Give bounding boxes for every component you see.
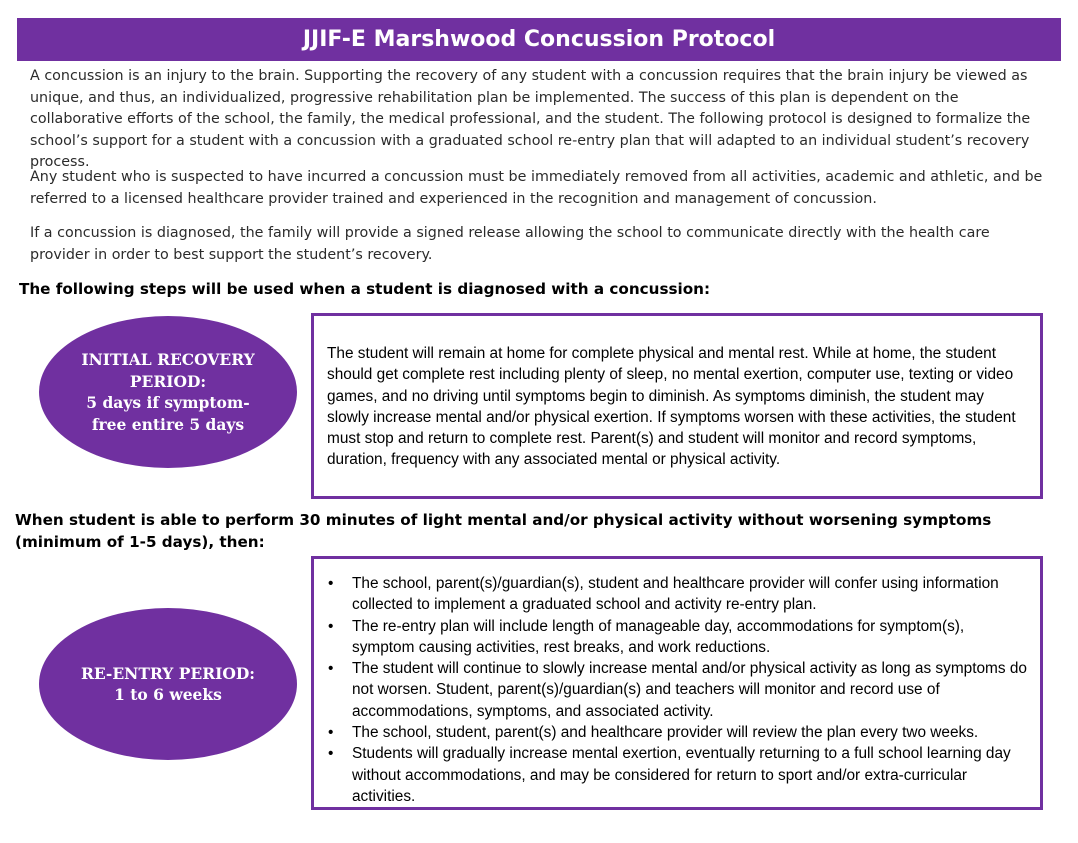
page-title: JJIF-E Marshwood Concussion Protocol	[17, 18, 1061, 61]
intro-paragraph-2: Any student who is suspected to have incurred a concussion must be immediately removed from all activities, academic and athletic, and be referred to a licensed healthcare provider trained and experienced in the recognition and management of concussion.	[30, 169, 1043, 207]
reentry-oval	[39, 608, 297, 760]
oval-line: INITIAL RECOVERY	[81, 350, 255, 369]
list-item-text: The school, parent(s)/guardian(s), student and healthcare provider will confer using information collected to implement a graduated school and activity re-entry plan.	[352, 575, 999, 614]
oval-line: PERIOD:	[129, 371, 207, 391]
list-item	[325, 722, 1030, 743]
list-item-text: The re-entry plan will include length of manageable day, accommodations for symptom(s), symptom causing activities, rest breaks, and work reductions.	[352, 617, 965, 656]
transition-heading: When student is able to perform 30 minutes of light mental and/or physical activity without worsening symptoms (minimum of 1-5 days), then:	[15, 511, 992, 551]
reentry-box	[311, 556, 1043, 810]
bullet-icon: •	[328, 617, 334, 635]
bullet-icon: •	[328, 575, 334, 592]
oval-line: 5 days if symptom-	[86, 393, 250, 412]
initial-recovery-oval	[39, 316, 297, 468]
steps-heading: The following steps will be used when a student is diagnosed with a concussion:	[19, 280, 711, 298]
oval-line: free entire 5 days	[91, 414, 245, 434]
bullet-icon: •	[328, 724, 334, 742]
oval-line: 1 to 6 weeks	[114, 685, 222, 704]
initial-recovery-box	[311, 313, 1043, 499]
list-item	[325, 743, 1030, 807]
bullet-icon: •	[328, 660, 334, 678]
intro-paragraph-3: If a concussion is diagnosed, the family will provide a signed release allowing the school to communicate directly with the health care provider in order to best support the student’s recovery.	[30, 225, 990, 263]
intro-paragraph-1: A concussion is an injury to the brain. Supporting the recovery of any student with a concussion requires that the brain injury be viewed as unique, and thus, an individualized, progressive rehabilitation plan be implemented. The success of this plan is dependent on the collaborative efforts of the school, the family, the medical professional, and the student. The following protocol is designed to formalize the school’s support for a student with a concussion with a graduated school re-entry plan that will adapted to an individual student’s recovery process.	[30, 68, 1031, 170]
list-item-text: The school, student, parent(s) and healthcare provider will review the plan every two weeks.	[352, 724, 979, 742]
initial-recovery-text: The student will remain at home for complete physical and mental rest. While at home, the student should get complete rest including plenty of sleep, no mental exertion, computer use, texting or video games, and no driving until symptoms begin to diminish. As symptoms diminish, the student may slowly increase mental and/or physical exertion. If symptoms worsen with these activities, the student must stop and return to complete rest. Parent(s) and student will monitor and record symptoms, duration, frequency with any associated mental or physical activity.	[327, 345, 1016, 469]
list-item	[325, 658, 1030, 722]
list-item-text: Students will gradually increase mental exertion, eventually returning to a full school learning day without accommodations, and may be considered for return to sport and/or extra-curricular activities.	[352, 745, 1011, 805]
list-item-text: The student will continue to slowly increase mental and/or physical activity as long as symptoms do not worsen. Student, parent(s)/guardian(s) and teachers will monitor and record use of accommodations, symptoms, and associated activity.	[352, 660, 1027, 720]
reentry-bullet-list	[325, 573, 1030, 807]
oval-line: RE-ENTRY PERIOD:	[80, 663, 256, 683]
list-item	[325, 616, 1030, 659]
list-item	[325, 573, 1030, 616]
bullet-icon: •	[328, 745, 334, 763]
